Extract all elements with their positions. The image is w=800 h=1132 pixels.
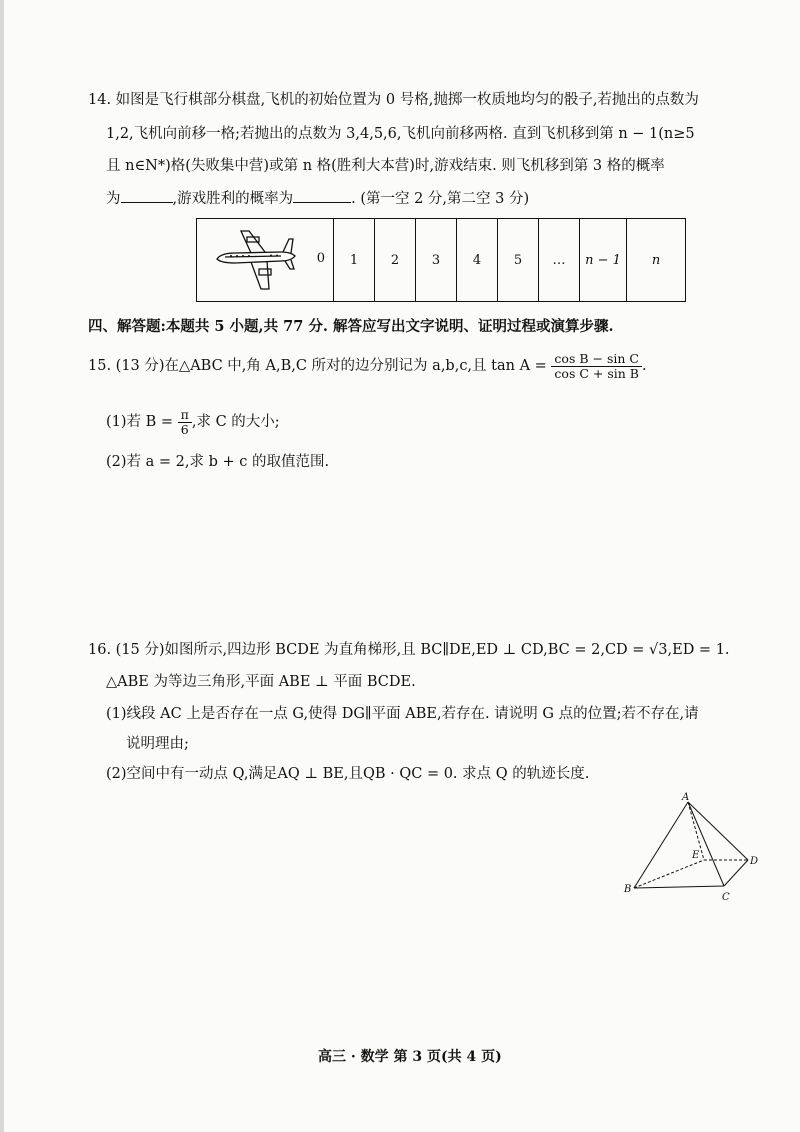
q14-line4 xyxy=(106,188,529,209)
board-cell-start xyxy=(197,219,333,301)
q15-fraction xyxy=(551,352,642,381)
vertex-label-b: B xyxy=(624,884,632,895)
answer-blank-2[interactable] xyxy=(293,188,351,203)
q15-stem xyxy=(88,344,647,388)
q14-line2: 1,2,飞机向前移一格;若抛出的点数为 3,4,5,6,飞机向前移两格. 直到飞机移到第 n − 1(n≥5 xyxy=(106,126,695,142)
q14-line4-c: . (第一空 2 分,第二空 3 分) xyxy=(351,191,530,207)
q15-part1-fraction xyxy=(178,408,192,437)
board-cell: 5 xyxy=(497,219,538,301)
vertex-label-d: D xyxy=(750,856,759,867)
q15-part1-a: (1)若 B = xyxy=(106,414,174,430)
board-cell: … xyxy=(538,219,579,301)
page-footer: 高三 · 数学 第 3 页(共 4 页) xyxy=(318,1049,502,1065)
board-cell: 1 xyxy=(333,219,374,301)
airplane-icon xyxy=(211,225,299,295)
pyramid-figure xyxy=(620,790,770,910)
flight-chess-board xyxy=(196,218,686,302)
vertex-label-a: A xyxy=(682,792,690,803)
board-cell-label: 0 xyxy=(316,251,325,266)
q14-line4-b: ,游戏胜利的概率为 xyxy=(172,191,294,207)
q14-line1: 14. 如图是飞行棋部分棋盘,飞机的初始位置为 0 号格,抛掷一枚质地均匀的骰子,若抛出的点数为 xyxy=(88,92,699,108)
q15-p1-den: 6 xyxy=(180,421,189,437)
q16-part1-a: (1)线段 AC 上是否存在一点 G,使得 DG∥平面 ABE,若存在. 请说明 G 点的位置;若不存在,请 xyxy=(106,706,699,722)
answer-blank-1[interactable] xyxy=(121,188,173,203)
board-cell: 2 xyxy=(374,219,415,301)
q16-part1-b: 说明理由; xyxy=(126,736,189,752)
board-cell: 4 xyxy=(456,219,497,301)
board-cell: n xyxy=(626,219,685,301)
q15-p1-num: π xyxy=(178,408,192,423)
q15-part1 xyxy=(106,400,280,444)
q15-part1-b: ,求 C 的大小; xyxy=(191,414,280,430)
q14-line4-a: 为 xyxy=(106,191,121,207)
q15-frac-den: cos C + sin B xyxy=(554,365,639,381)
q16-part2: (2)空间中有一动点 Q,满足AQ ⊥ BE,且QB · QC = 0. 求点 Q 的轨迹长度. xyxy=(106,766,590,782)
q16-line1: 16. (15 分)如图所示,四边形 BCDE 为直角梯形,且 BC∥DE,ED ⊥ CD,BC = 2,CD = √3,ED = 1. xyxy=(88,642,730,658)
vertex-label-e: E xyxy=(692,850,700,861)
scan-edge xyxy=(0,0,4,1132)
q14-line3: 且 n∈N*)格(失败集中营)或第 n 格(胜利大本营)时,游戏结束. 则飞机移到第 3 格的概率 xyxy=(106,158,665,174)
board-cell: n − 1 xyxy=(579,219,626,301)
q16-line2: △ABE 为等边三角形,平面 ABE ⊥ 平面 BCDE. xyxy=(106,674,416,690)
q15-frac-end: . xyxy=(641,358,647,374)
q15-part2: (2)若 a = 2,求 b + c 的取值范围. xyxy=(106,454,330,470)
q15-frac-num: cos B − sin C xyxy=(551,352,642,367)
board-cell: 3 xyxy=(415,219,456,301)
vertex-label-c: C xyxy=(722,892,730,903)
q15-stem-text: 15. (13 分)在△ABC 中,角 A,B,C 所对的边分别记为 a,b,c,且 tan A = xyxy=(88,358,547,374)
section-heading: 四、解答题:本题共 5 小题,共 77 分. 解答应写出文字说明、证明过程或演算步骤. xyxy=(88,318,614,335)
